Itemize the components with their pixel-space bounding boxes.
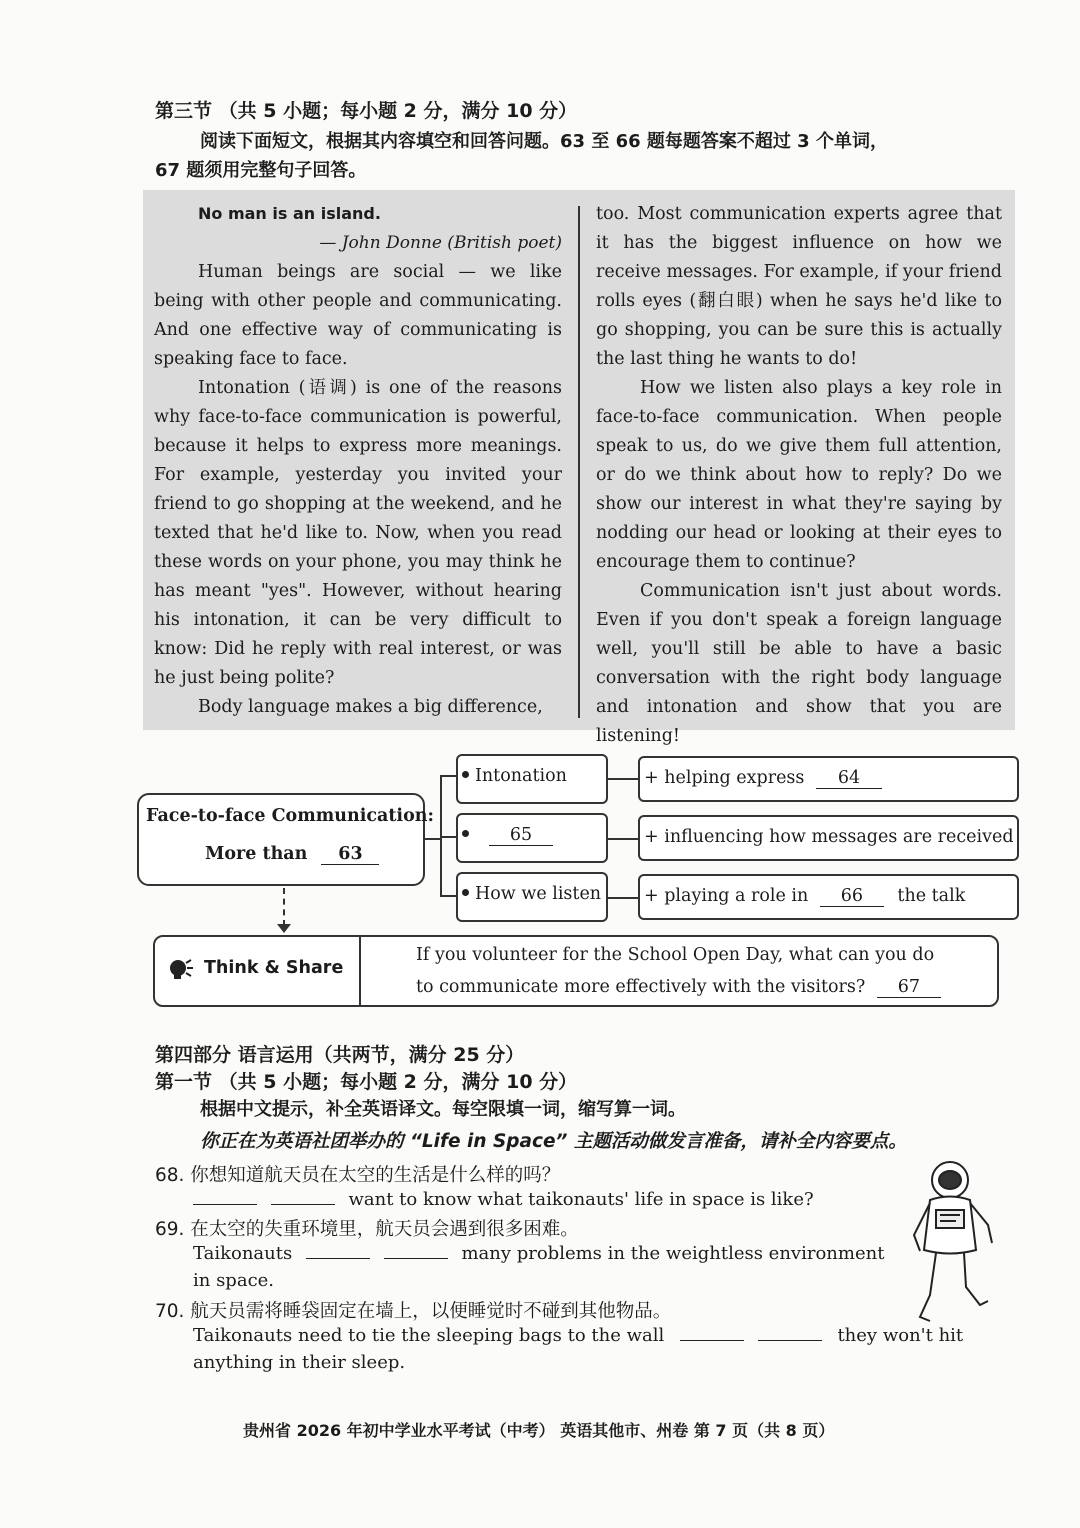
blank-64[interactable]: 64 [816, 768, 882, 789]
branch-listen [462, 884, 601, 904]
section-heading: 第三节 （共 5 小题；每小题 2 分，满分 10 分） [155, 100, 578, 122]
detail-1 [644, 768, 882, 789]
paragraph: Body language makes a big difference, [198, 697, 543, 717]
branch-65 [462, 825, 553, 846]
main-topic-title: Face-to-face Communication: [146, 806, 434, 826]
arrow [608, 778, 638, 780]
q69-text-b: many problems in the weightless environment [461, 1243, 885, 1264]
main-topic-more [205, 844, 379, 865]
q69-english [193, 1243, 884, 1264]
detail-3 [644, 886, 965, 907]
part4-section1-heading: 第一节 （共 5 小题；每小题 2 分，满分 10 分） [155, 1071, 578, 1093]
q70-text-b: they won't hit [837, 1325, 964, 1346]
branch-intonation [462, 766, 567, 786]
blank-66[interactable]: 66 [820, 886, 884, 907]
instruction-line-2: 67 题须用完整句子回答。 [155, 160, 367, 181]
q68-english [193, 1189, 814, 1210]
connector [440, 836, 456, 838]
instruction-line-1: 阅读下面短文，根据其内容填空和回答问题。63 至 66 题每题答案不超过 3 个单词， [200, 131, 888, 152]
astronaut-icon [900, 1155, 1000, 1329]
q69-chinese: 69. 在太空的失重环境里，航天员会遇到很多困难。 [155, 1219, 579, 1240]
question-line-2-text: to communicate more effectively with the visitors? [416, 977, 866, 997]
part4-heading: 第四部分 语言运用（共两节，满分 25 分） [155, 1044, 525, 1066]
column-divider [578, 206, 580, 718]
think-share-question-1: If you volunteer for the School Open Day, what can you do [416, 945, 935, 965]
connector [440, 775, 456, 777]
arrow-head-icon [277, 924, 291, 933]
paragraph: Human beings are social — we like being with other people and communicating. And one effective way of communicating is speaking face to face. [154, 262, 562, 369]
q70-chinese: 70. 航天员需将睡袋固定在墙上，以便睡觉时不碰到其他物品。 [155, 1301, 672, 1322]
connector [440, 895, 456, 897]
q69-text-a: Taikonauts [193, 1243, 293, 1264]
part4-context: 你正在为英语社团举办的 “Life in Space” 主题活动做发言准备，请补全内容要点。 [200, 1131, 907, 1152]
paragraph: How we listen also plays a key role in face-to-face communication. When people speak to us, do we give them full attention, or do we think about how to reply? Do we show our interest in what they're saying by nodding our head or looking at their eyes to encourage them to continue? [596, 378, 1002, 572]
think-share-divider [359, 937, 361, 1005]
arrow [608, 897, 638, 899]
branch-intonation-label: Intonation [475, 766, 567, 786]
blank-69b[interactable] [384, 1258, 448, 1259]
blank-67[interactable]: 67 [877, 977, 941, 998]
think-share-question-2 [416, 977, 941, 998]
epigraph-quote: No man is an island. [198, 204, 381, 223]
q68-text: want to know what taikonauts' life in space is like? [348, 1189, 814, 1210]
connector [425, 838, 441, 840]
passage-right-column [596, 200, 1002, 751]
q69-english-cont: in space. [193, 1270, 275, 1291]
page-footer: 贵州省 2026 年初中学业水平考试（中考） 英语其他市、州卷 第 7 页（共 8 页） [243, 1421, 835, 1440]
q70-english [193, 1325, 963, 1346]
blank-70a[interactable] [680, 1340, 744, 1341]
q70-text-a: Taikonauts need to tie the sleeping bags to the wall [193, 1325, 665, 1346]
detail-3-tail: the talk [897, 886, 966, 906]
branch-listen-label: How we listen [475, 884, 602, 904]
blank-70b[interactable] [758, 1340, 822, 1341]
blank-68b[interactable] [271, 1204, 335, 1205]
part4-instruction: 根据中文提示，补全英语译文。每空限填一词，缩写算一词。 [200, 1099, 686, 1120]
passage-left-column [154, 200, 562, 722]
blank-63[interactable]: 63 [321, 844, 379, 865]
paragraph: Communication isn't just about words. Even if you don't speak a foreign language well, you'll still be able to have a basic conversation with the right body language and intonation and show that you are listening! [596, 581, 1002, 746]
blank-69a[interactable] [306, 1258, 370, 1259]
paragraph: Intonation (语调) is one of the reasons why face-to-face communication is powerful, because it helps to express more meanings. For example, yesterday you invited your friend to go shopping at the weekend, and he texted that he'd like to. Now, when you read these words on your phone, you may think he has meant "yes". However, without hearing his intonation, it can be very difficult to know: Did he reply with real interest, or was he just being polite? [154, 378, 562, 688]
paragraph: too. Most communication experts agree that it has the biggest influence on how we receive messages. For example, if your friend rolls eyes (翻白眼) when he says he'd like to go shopping, you can be sure this is actually the last thing he wants to do! [596, 204, 1002, 369]
q70-english-cont: anything in their sleep. [193, 1352, 406, 1373]
think-share-label: Think & Share [204, 958, 344, 978]
speech-icon [168, 957, 194, 985]
detail-3-label: + playing a role in [644, 886, 809, 906]
detail-1-label: + helping express [644, 768, 805, 788]
blank-65[interactable]: 65 [489, 825, 553, 846]
epigraph-author: — John Donne (British poet) [319, 233, 562, 253]
arrow [608, 838, 638, 840]
more-than-label: More than [205, 844, 308, 864]
dashed-arrow [283, 888, 285, 926]
blank-68a[interactable] [193, 1204, 257, 1205]
q68-chinese: 68. 你想知道航天员在太空的生活是什么样的吗？ [155, 1165, 561, 1186]
detail-2: + influencing how messages are received [644, 827, 1014, 847]
